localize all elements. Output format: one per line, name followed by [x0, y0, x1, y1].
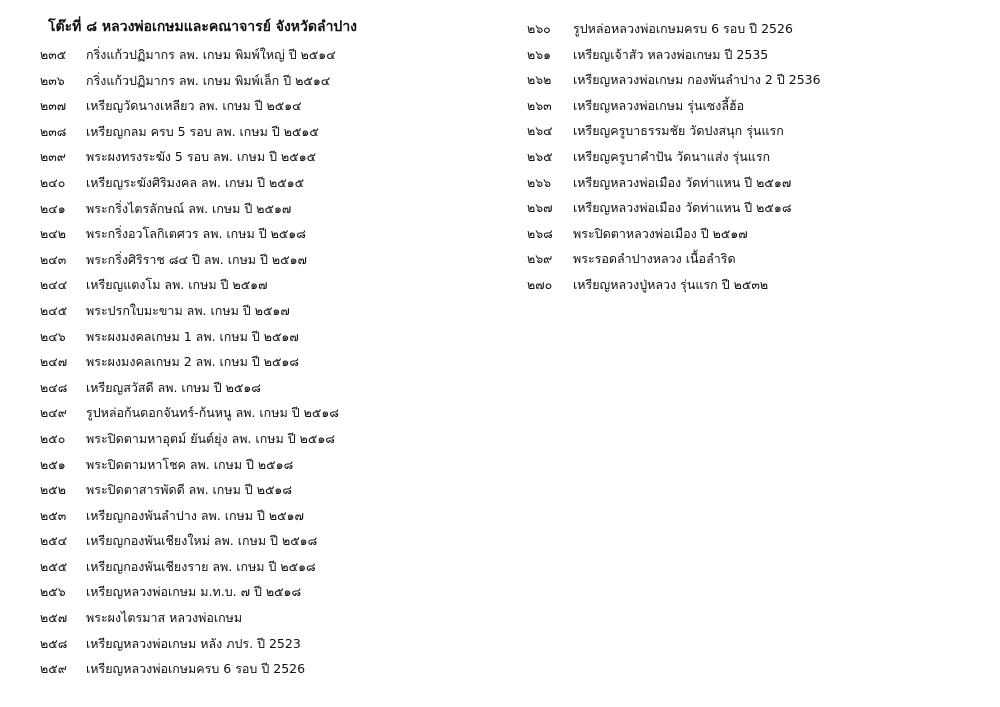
item-text: พระผงทรงระฆัง 5 รอบ ลพ. เกษม ปี ๒๕๑๕ — [86, 149, 317, 165]
item-text: เหรียญกลม ครบ 5 รอบ ลพ. เกษม ปี ๒๕๑๕ — [86, 123, 319, 139]
item-number: ๒๖๙ — [527, 251, 553, 267]
item-text: พระปิดตาหลวงพ่อเมือง ปี ๒๕๑๗ — [573, 225, 748, 241]
list-item — [40, 249, 339, 275]
list-item — [527, 18, 821, 44]
item-number: ๒๖๒ — [527, 72, 552, 88]
item-number: ๒๓๘ — [40, 123, 67, 139]
list-item — [40, 70, 339, 96]
item-text: พระรอดลำปางหลวง เนื้อลำริด — [573, 251, 736, 267]
item-number: ๒๖๖ — [527, 174, 552, 190]
item-text: พระผงมงคลเกษม 2 ลพ. เกษม ปี ๒๕๑๘ — [86, 354, 300, 370]
item-number: ๒๔๓ — [40, 251, 67, 267]
item-number: ๒๓๙ — [40, 149, 66, 165]
list-item — [40, 121, 339, 147]
list-item — [527, 172, 821, 198]
item-number: ๒๔๙ — [40, 405, 67, 421]
list-item — [40, 454, 339, 480]
item-number: ๒๕๗ — [40, 610, 68, 626]
item-text: เหรียญครูบาคำปัน วัดนาแส่ง รุ่นแรก — [573, 148, 771, 164]
list-item — [40, 95, 339, 121]
list-item — [40, 505, 339, 531]
item-number: ๒๖๑ — [527, 46, 552, 62]
list-item — [40, 172, 339, 198]
item-text: พระกริ่งศิริราช ๘๔ ปี ลพ. เกษม ปี ๒๕๑๗ — [86, 251, 307, 267]
list-item — [40, 300, 339, 326]
list-item — [40, 326, 339, 352]
item-text: เหรียญหลวงพ่อเมือง วัดท่าแหน ปี ๒๕๑๘ — [573, 200, 792, 216]
list-item — [527, 197, 821, 223]
item-text: เหรียญหลวงพ่อเกษมครบ 6 รอบ ปี 2526 — [86, 661, 306, 677]
left-item-list — [40, 44, 339, 684]
item-number: ๒๖๕ — [527, 148, 553, 164]
item-number: ๒๔๒ — [40, 226, 66, 242]
item-text: เหรียญกองพันเชียงราย ลพ. เกษม ปี ๒๕๑๘ — [86, 558, 316, 574]
item-text: เหรียญหลวงพ่อเกษม หลัง ภปร. ปี 2523 — [86, 635, 301, 651]
item-text: เหรียญหลวงพ่อเมือง วัดท่าแหน ปี ๒๕๑๗ — [573, 174, 792, 190]
list-item — [527, 95, 821, 121]
item-number: ๒๕๑ — [40, 456, 66, 472]
list-item — [40, 428, 339, 454]
item-number: ๒๓๗ — [40, 98, 67, 114]
item-number: ๒๔๐ — [40, 174, 66, 190]
list-item — [40, 146, 339, 172]
item-text: พระปิดตาสารพัดดี ลพ. เกษม ปี ๒๕๑๘ — [86, 482, 292, 498]
item-text: เหรียญแตงโม ลพ. เกษม ปี ๒๕๑๗ — [86, 277, 268, 293]
item-text: พระปิดตามหาโชค ลพ. เกษม ปี ๒๕๑๘ — [86, 456, 294, 472]
item-number: ๒๕๖ — [40, 584, 66, 600]
list-item — [40, 223, 339, 249]
list-item — [527, 248, 821, 274]
list-item — [527, 44, 821, 70]
list-item — [527, 146, 821, 172]
item-text: รูปหล่อหลวงพ่อเกษมครบ 6 รอบ ปี 2526 — [573, 21, 793, 36]
item-number: ๒๖๘ — [527, 225, 553, 241]
item-text: พระปรกใบมะขาม ลพ. เกษม ปี ๒๕๑๗ — [86, 302, 290, 318]
item-text: เหรียญกองพันลำปาง ลพ. เกษม ปี ๒๕๑๗ — [86, 507, 304, 523]
right-item-list — [527, 18, 821, 300]
list-item — [40, 274, 339, 300]
item-number: ๒๓๕ — [40, 47, 67, 62]
list-item — [527, 223, 821, 249]
item-number: ๒๔๔ — [40, 277, 68, 293]
item-text: กริ่งแก้วปฏิมากร ลพ. เกษม พิมพ์ใหญ่ ปี ๒๕๑๔ — [86, 47, 336, 62]
item-number: ๒๗๐ — [527, 276, 553, 292]
item-number: ๒๔๘ — [40, 379, 68, 395]
item-text: พระปิดตามหาอุตม์ ยันต์ยุ่ง ลพ. เกษม ปี ๒๕๑๘ — [86, 430, 335, 446]
item-text: พระผงมงคลเกษม 1 ลพ. เกษม ปี ๒๕๑๗ — [86, 328, 299, 344]
list-item — [527, 69, 821, 95]
list-item — [40, 633, 339, 659]
item-text: เหรียญกองพันเชียงใหม่ ลพ. เกษม ปี ๒๕๑๘ — [86, 533, 318, 549]
item-text: กริ่งแก้วปฏิมากร ลพ. เกษม พิมพ์เล็ก ปี ๒๕๑๔ — [86, 72, 331, 88]
item-number: ๒๕๐ — [40, 430, 66, 446]
list-item — [40, 351, 339, 377]
item-number: ๒๕๔ — [40, 533, 68, 549]
list-item — [527, 274, 821, 300]
item-number: ๒๔๖ — [40, 328, 66, 344]
item-text: เหรียญหลวงปู่หลวง รุ่นแรก ปี ๒๕๓๒ — [573, 276, 769, 292]
item-text: พระกริ่งไตรลักษณ์ ลพ. เกษม ปี ๒๕๑๗ — [86, 200, 292, 216]
item-number: ๒๔๗ — [40, 354, 68, 370]
item-number: ๒๖๐ — [527, 21, 551, 36]
item-text: เหรียญหลวงพ่อเกษม กองพันลำปาง 2 ปี 2536 — [573, 72, 821, 88]
list-item — [40, 402, 339, 428]
item-number: ๒๕๘ — [40, 635, 68, 651]
list-item — [40, 479, 339, 505]
list-item — [40, 530, 339, 556]
page-title: โต๊ะที่ ๘ หลวงพ่อเกษมและคณาจารย์ จังหวัดลำปาง — [48, 19, 358, 35]
list-item — [40, 581, 339, 607]
list-item — [40, 556, 339, 582]
item-text: เหรียญหลวงพ่อเกษม ม.ท.บ. ๗ ปี ๒๕๑๘ — [86, 584, 302, 600]
item-text: เหรียญวัดนางเหลียว ลพ. เกษม ปี ๒๕๑๔ — [86, 98, 302, 114]
list-item — [40, 377, 339, 403]
item-number: ๒๔๑ — [40, 200, 66, 216]
item-number: ๒๕๙ — [40, 661, 67, 677]
item-number: ๒๕๓ — [40, 507, 67, 523]
item-number: ๒๖๓ — [527, 97, 552, 113]
item-number: ๒๖๗ — [527, 200, 553, 216]
list-item — [40, 198, 339, 224]
item-text: เหรียญครูบาธรรมชัย วัดปงสนุก รุ่นแรก — [573, 123, 784, 139]
item-text: รูปหล่อก้นดอกจันทร์-ก้นหนู ลพ. เกษม ปี ๒๕๑๘ — [86, 405, 339, 421]
item-text: พระผงไตรมาส หลวงพ่อเกษม — [86, 610, 243, 626]
item-number: ๒๕๕ — [40, 558, 68, 574]
item-number: ๒๕๒ — [40, 482, 66, 498]
list-item — [527, 120, 821, 146]
list-item — [40, 607, 339, 633]
item-text: เหรียญระฆังศิริมงคล ลพ. เกษม ปี ๒๕๑๕ — [86, 174, 305, 190]
list-item — [40, 44, 339, 70]
item-text: พระกริ่งอวโลกิเตศวร ลพ. เกษม ปี ๒๕๑๘ — [86, 226, 306, 242]
item-text: เหรียญหลวงพ่อเกษม รุ่นเซงลี้ฮ้อ — [573, 97, 745, 113]
item-number: ๒๖๔ — [527, 123, 553, 139]
item-number: ๒๓๖ — [40, 72, 65, 88]
item-text: เหรียญสวัสดี ลพ. เกษม ปี ๒๕๑๘ — [86, 379, 261, 395]
list-item — [40, 658, 339, 684]
item-text: เหรียญเจ้าสัว หลวงพ่อเกษม ปี 2535 — [573, 46, 769, 62]
item-number: ๒๔๕ — [40, 302, 68, 318]
